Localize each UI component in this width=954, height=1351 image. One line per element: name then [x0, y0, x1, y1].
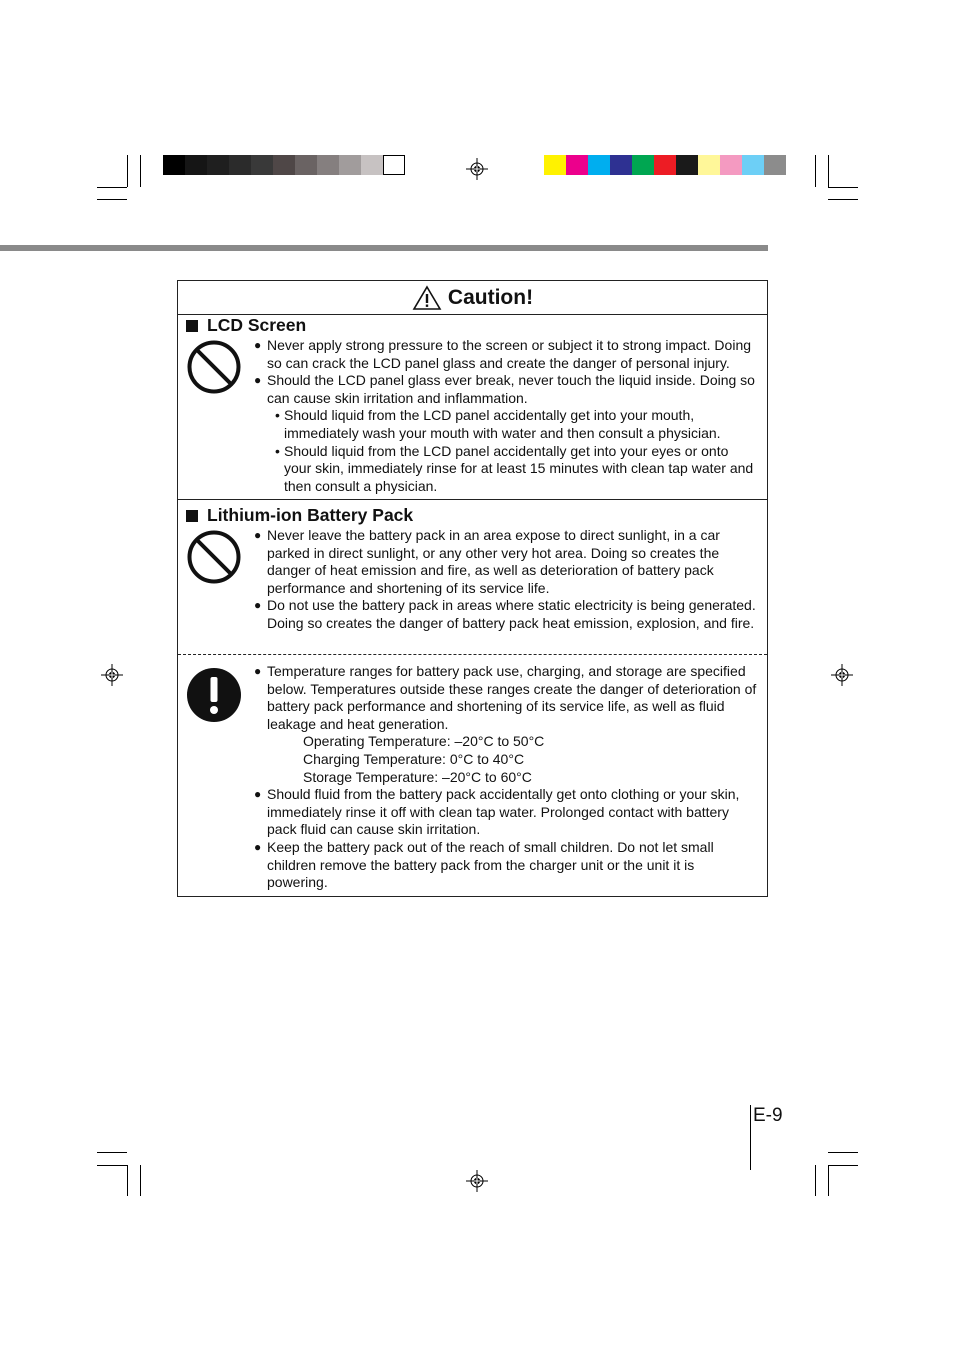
square-bullet-icon [186, 320, 198, 332]
registration-mark-icon [101, 664, 123, 686]
color-swatch [185, 155, 207, 175]
prohibition-icon [186, 339, 242, 395]
section-heading-text: Lithium-ion Battery Pack [207, 505, 414, 525]
prohibition-icon [186, 529, 242, 585]
bullet-dot-icon: ● [254, 338, 262, 352]
dashed-divider [178, 654, 767, 655]
section-heading-text: LCD Screen [207, 315, 307, 335]
page-number-rule [750, 1105, 751, 1170]
sub-list-item [275, 407, 758, 442]
page-number: E-9 [753, 1105, 783, 1126]
color-swatch [566, 155, 588, 175]
sub-list-item [275, 443, 758, 496]
caution-box [177, 280, 768, 897]
list-item [254, 663, 758, 733]
bullet-dot-icon: ● [254, 664, 262, 678]
color-swatch [676, 155, 698, 175]
color-swatch [295, 155, 317, 175]
crop-mark [828, 187, 858, 188]
registration-mark-icon [831, 664, 853, 686]
color-swatch [207, 155, 229, 175]
registration-mark-icon [466, 1170, 488, 1192]
list-item-text: Temperature ranges for battery pack use, charging, and storage are specified below. Temperatures outside these ranges create the danger of deterioration of battery pack performance and shortening of its service life, as well as fluid leakage and heat generation. [267, 663, 757, 732]
charging-temperature: Charging Temperature: 0°C to 40°C [303, 750, 525, 767]
operating-temperature: Operating Temperature: –20°C to 50°C [303, 733, 545, 750]
list-item [254, 372, 758, 407]
color-swatch [361, 155, 383, 175]
color-swatch [317, 155, 339, 175]
list-item-text: Do not use the battery pack in areas where static electricity is being generated. Doing so creates the danger of battery pack heat emission, explosion, and fire. [267, 597, 756, 631]
crop-mark [828, 1165, 829, 1196]
crop-mark [97, 1152, 127, 1153]
crop-mark [828, 199, 858, 200]
bullet-dot-icon: ● [254, 373, 262, 388]
list-item-text: Should the LCD panel glass ever break, never touch the liquid inside. Doing so can cause skin irritation and inflammation. [267, 372, 755, 406]
color-swatch [698, 155, 720, 175]
bullet-dot-icon: ● [254, 528, 262, 542]
header-rule-bar [0, 245, 768, 251]
bullet-dot-icon: ● [254, 598, 262, 613]
color-swatch [588, 155, 610, 175]
crop-mark [97, 187, 127, 188]
list-item [254, 527, 758, 597]
crop-mark [97, 199, 127, 200]
crop-mark [815, 1165, 816, 1196]
caution-title-row [178, 281, 767, 315]
color-swatch [273, 155, 295, 175]
list-item [254, 597, 758, 632]
color-swatch [632, 155, 654, 175]
crop-mark [127, 155, 128, 187]
color-swatch [163, 155, 185, 175]
crop-mark [828, 155, 829, 187]
color-swatch [654, 155, 676, 175]
color-swatch [544, 155, 566, 175]
bullet-dot-icon: ● [254, 839, 262, 854]
color-swatch [720, 155, 742, 175]
square-bullet-icon [186, 510, 198, 522]
section-heading-lcd [186, 315, 306, 336]
grayscale-color-bar [163, 155, 405, 175]
crop-mark [815, 155, 816, 187]
bullet-dot-icon: ● [254, 787, 262, 802]
process-color-bar [544, 155, 786, 175]
list-item-text: Never leave the battery pack in an area expose to direct sunlight, in a car parked in direct sunlight, or any other very hot area. Doing so creates the danger of heat emission and fire, as well as deterioration of battery pack performance and shortening of its service life. [267, 527, 720, 596]
storage-temperature: Storage Temperature: –20°C to 60°C [303, 768, 532, 785]
temperature-bullet-list [254, 663, 758, 892]
sub-list-item-text: Should liquid from the LCD panel accidentally get into your eyes or onto your skin, immediately rinse for at least 15 minutes with clean tap water and then consult a physician. [284, 442, 754, 494]
color-swatch [229, 155, 251, 175]
sub-list-item-text: Should liquid from the LCD panel accidentally get into your mouth, immediately wash your mouth with water and then consult a physician. [284, 407, 721, 441]
section-divider [178, 499, 767, 500]
sub-bullet-icon: • [275, 442, 280, 459]
crop-mark [140, 155, 141, 187]
list-item [254, 839, 758, 892]
color-swatch [610, 155, 632, 175]
battery-bullet-list [254, 527, 758, 633]
crop-mark [140, 1165, 141, 1196]
list-item-text: Never apply strong pressure to the screen or subject it to strong impact. Doing so can crack the LCD panel glass and create the danger of personal injury. [267, 337, 752, 371]
color-swatch [251, 155, 273, 175]
warning-triangle-icon [412, 285, 442, 311]
crop-mark [127, 1165, 128, 1196]
color-swatch [339, 155, 361, 175]
color-swatch [764, 155, 786, 175]
registration-mark-icon [466, 158, 488, 180]
list-item-text: Should fluid from the battery pack accidentally get onto clothing or your skin, immediately rinse it off with clean tap water. Prolonged contact with battery pack fluid can cause skin irritation. [267, 786, 740, 838]
section-heading-battery [186, 505, 413, 526]
color-swatch [742, 155, 764, 175]
list-item-text: Keep the battery pack out of the reach of small children. Do not let small children remove the battery pack from the charger unit or the unit it is powering. [267, 838, 714, 891]
lcd-bullet-list [254, 337, 758, 495]
list-item [254, 786, 758, 839]
list-item [254, 337, 758, 372]
exclamation-icon [186, 667, 242, 723]
caution-title: Caution! [447, 285, 534, 309]
sub-bullet-icon: • [275, 407, 280, 424]
crop-mark [828, 1152, 858, 1153]
color-swatch [383, 155, 405, 175]
crop-mark [828, 1165, 858, 1166]
crop-mark [97, 1165, 127, 1166]
